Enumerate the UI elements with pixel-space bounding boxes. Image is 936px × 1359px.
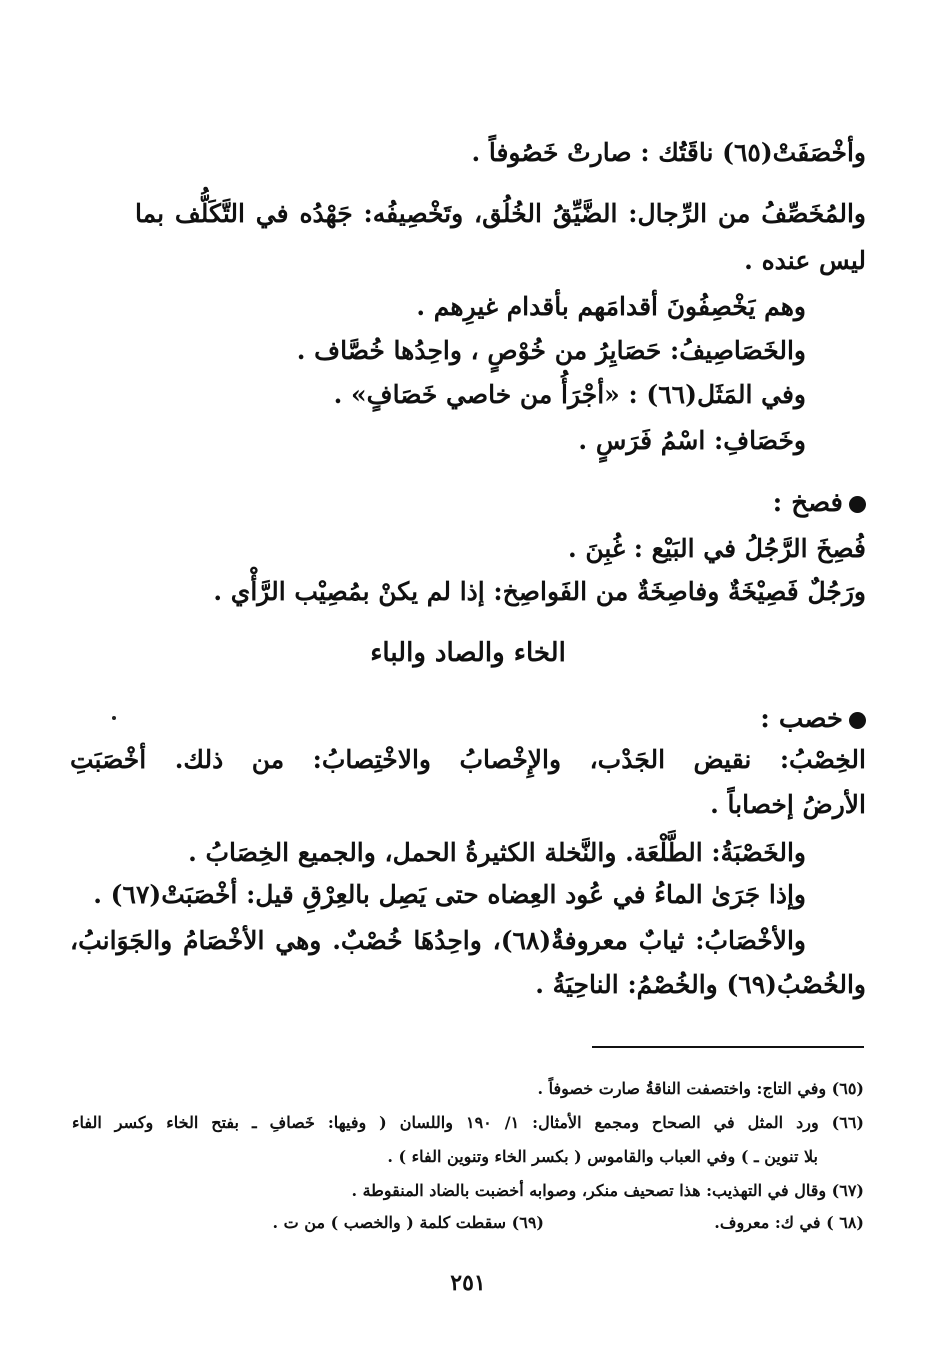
bullet-icon (849, 712, 866, 729)
stray-mark (112, 716, 116, 720)
section-title-fsh (773, 488, 866, 518)
footnote-68: (٦٨ ) في ك: معروف. (714, 1213, 864, 1232)
section-title-khsb (760, 704, 866, 734)
text-line-12: والخَصْبَةُ: الطَّلْعَة. والنَّخلة الكثيرةُ الحمل، والجميع الخِصَابُ . (188, 838, 806, 867)
section-title-fsh-label: فصخ : (772, 488, 843, 518)
footnote-69: (٦٩) سقطت كلمة ( والخصب ) من ت . (272, 1213, 544, 1232)
text-line-3: ليس عنده . (744, 246, 866, 275)
text-line-15: والخُصْبُ(٦٩) والخُصْمُ: الناحِيَةُ . (535, 970, 866, 999)
text-line-13: وإذا جَرَىٰ الماءُ في عُود العِضاه حتى يَصِل بالعِرْقِ قيل: أخْصَبَتْ(٦٧) . (93, 880, 806, 909)
text-line-9: ورَجُلٌ فَصِيْخَةٌ وفاصِخَةٌ من الفَواصِخ: إذا لم يكنْ بمُصِيْب الرَّأْي . (213, 577, 866, 606)
text-line-2: والمُخَصِّفُ من الرِّجال: الضَّيِّقُ الخُلُق، وتَخْصِيفُه: جَهْدُه في التَّكَلُّف بما (135, 199, 866, 228)
text-line-14: والأخْصَابُ: ثيابٌ معروفةٌ(٦٨)، واحِدُهَا خُصْبٌ. وهي الأخْصَامُ والجَوَانبُ، (70, 926, 807, 955)
text-line-5: والخَصَاصِيفُ: حَصَايِرُ من خُوْصٍ ، واحِدُها خُصَّاف . (296, 336, 806, 365)
text-line-8: فُصِخَ الرَّجُلُ في البَيْع : غُبِنَ . (567, 534, 866, 563)
text-line-6: وفي المَثَل(٦٦) : «أجْرَأُ من خاصي خَصَافٍ» . (333, 380, 806, 409)
bullet-icon (849, 496, 866, 513)
section-heading: الخاء والصاد والباء (370, 638, 566, 668)
text-line-1: وأخْصَفَتْ(٦٥) ناقَتُك : صارتْ خَصُوفاً . (471, 138, 866, 167)
text-line-7: وخَصَافِ: اسْمُ فَرَسٍ . (578, 426, 806, 455)
footnote-66: (٦٦) ورد المثل في الصحاح ومجمع الأمثال: ١/ ١٩٠ واللسان ( وفيها: خَصافِ ـ بفتح الخاء وكسر الفاء (72, 1113, 864, 1132)
footnote-65: (٦٥) وفي التاج: واختصفت الناقةُ صارت خصوفاً . (537, 1079, 864, 1098)
footnote-67: (٦٧) وقال في التهذيب: هذا تصحيف منكر، وصوابه أخضبت بالضاد المنقوطة . (351, 1181, 864, 1200)
section-title-khsb-label: خصب : (760, 704, 843, 734)
text-line-10: الخِصْبُ: نقيض الجَدْب، والإِخْصابُ والاخْتِصابُ: من ذلك. أخْصَبَتِ (70, 745, 866, 774)
footnote-66-cont: بلا تنوين ـ ) وفي العباب والقاموس ( بكسر الخاء وتنوين الفاء ) . (387, 1147, 818, 1166)
text-line-4: وهم يَخْصِفُونَ أقدامَهم بأقدام غيرِهم . (416, 292, 806, 321)
page-number: ٢٥١ (450, 1270, 486, 1296)
text-line-11: الأرضُ إخصاباً . (710, 790, 866, 819)
footnote-separator (592, 1046, 864, 1048)
